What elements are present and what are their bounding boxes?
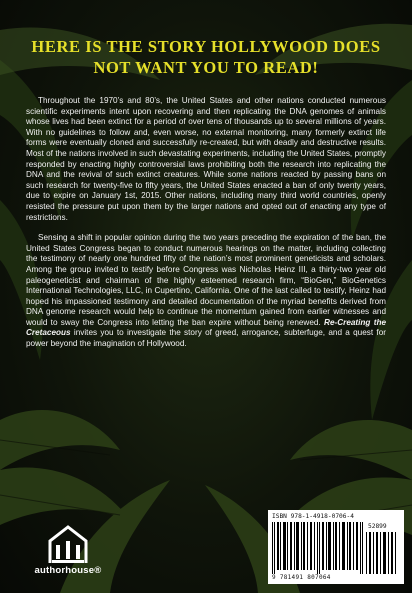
isbn-label: ISBN 978-1-4918-0706-4 — [272, 513, 354, 520]
isbn-barcode — [268, 510, 404, 584]
price-code: 52899 — [368, 523, 387, 530]
barcode-bars-addon — [366, 532, 398, 574]
blurb-paragraph-2 — [26, 233, 386, 350]
barcode-bars-main — [272, 522, 364, 574]
blurb-paragraph-2-start: Sensing a shift in popular opinion during the two years preceding the expiration of the ban, the United States Congress began to conduct numerous hearings on the matter, including collecting the testimony of nearly one hundred fifty of the nation’s most prominent geneticists and scholars. Among the group invited to testify before Congress was Nicholas Heinz III, a thirty-two year old paleogeneticist and chairman of the highly esteemed research firm, “BioGen,” BioGenetics International Technologies, LLC, in Cupertino, California. One of the last called to testify, Heinz had hoped his impassioned testimony and detailed documentation of the myriad benefits derived from DNA genome research would help to continue the momentum gained from earlier witnesses and would to sway the Congress into letting the ban expire without being renewed. — [26, 233, 386, 327]
house-icon — [28, 521, 108, 565]
blurb-paragraph-2-end: invites you to investigate the story of greed, arrogance, subterfuge, and a quest for power beyond the imagination of Hollywood. — [26, 328, 386, 349]
headline: HERE IS THE STORY HOLLYWOOD DOES NOT WANT YOU TO READ! — [31, 37, 381, 77]
publisher-name: authorhouse® — [34, 565, 102, 576]
blurb-paragraph-1: Throughout the 1970’s and 80’s, the United States and other nations conducted numerous scientific experiments intent upon recovering and then replicating the DNA genomes of animals whose lives had been extinct for a period of over tens of thousands up to several millions of years. With no guidelines to follow and, even worse, no external monitoring, many formerly extinct life forms were eventually cloned and successfully re-created, but with deadly and destructive results. Most of the nations involved in such devastating experiments, including the United States, promptly responded by enacting highly controversial laws prohibiting both the research into replicating the DNA and the revival of such extinct creatures. While some nations reacted by passing bans on such research for twenty-five to fifty years, the United States enacted a ban of only twenty years, due to expire on January 1st, 2015. Other nations, including many third world countries, openly resisted the pressure put upon them by the larger nations and opted out of enacting any type of restrictions. — [26, 96, 386, 222]
book-title-reference: Re-Creating the Cretaceous — [26, 317, 386, 338]
blurb-panel — [26, 96, 386, 496]
publisher-logo — [28, 521, 108, 581]
barcode-number: 9 781491 807064 — [272, 574, 331, 581]
